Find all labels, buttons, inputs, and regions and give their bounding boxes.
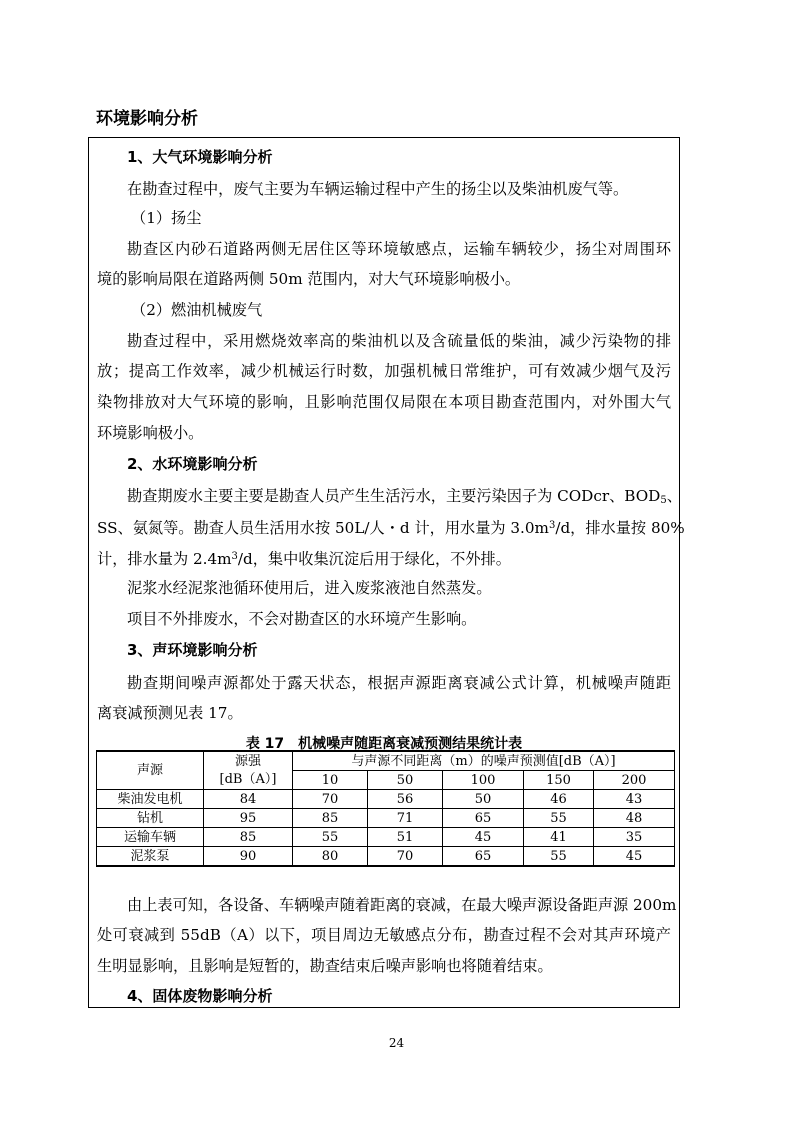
table-row [97,847,675,867]
row-source-name: 泥浆泵 [97,847,204,867]
fuel-subheading: （2）燃油机械废气 [131,301,263,319]
row-value: 43 [594,790,675,809]
row-value: 80 [293,847,368,867]
row-value: 46 [524,790,594,809]
header-distance-150: 150 [524,771,594,790]
row-value: 45 [443,828,524,847]
air-section-heading: 1、大气环境影响分析 [127,148,273,166]
row-value: 56 [368,790,443,809]
dust-paragraph-line-1: 勘查区内砂石道路两侧无居住区等环境敏感点，运输车辆较少，扬尘对周围环 [127,240,671,258]
water-section-heading: 2、水环境影响分析 [127,455,258,473]
table-row [97,828,675,847]
dust-subheading: （1）扬尘 [131,209,202,227]
content-frame [88,137,685,1008]
water-paragraph-line-5: 项目不外排废水，不会对勘查区的水环境产生影响。 [127,610,477,628]
solid-waste-section-heading: 4、固体废物影响分析 [127,987,273,1005]
water-paragraph-line-2: SS、氨氮等。勘查人员生活用水按 50L/人・d 计，用水量为 $3.0m^3/d$，排水量按 80% [97,519,685,537]
conclusion-line-2: 处可衰减到 55dB（A）以下，项目周边无敏感点分布，勘查过程不会对其声环境产 [97,926,671,944]
page-number: 24 [388,1036,405,1050]
row-source-name: 钻机 [97,809,204,828]
row-value: 70 [293,790,368,809]
noise-attenuation-table [96,750,675,867]
row-value: 41 [524,828,594,847]
row-value: 65 [443,809,524,828]
noise-section-heading: 3、声环境影响分析 [127,641,258,659]
fuel-paragraph-line-3: 染物排放对大气环境的影响，且影响范围仅局限在本项目勘查范围内，对外围大气 [97,393,671,411]
table-row [97,809,675,828]
air-intro-paragraph: 在勘查过程中，废气主要为车辆运输过程中产生的扬尘以及柴油机废气等。 [127,180,629,198]
table-caption: 表 17 机械噪声随距离衰减预测结果统计表 [245,736,523,752]
row-value: 71 [368,809,443,828]
header-intensity-line-1: 源强 [204,751,293,771]
row-source-name: 柴油发电机 [97,790,204,809]
fuel-paragraph-line-2: 放；提高工作效率，减少机械运行时数，加强机械日常维护，可有效减少烟气及污 [97,362,671,380]
header-distance-50: 50 [368,771,443,790]
header-distance-200: 200 [594,771,675,790]
water-paragraph-line-1: 勘查期废水主要主要是勘查人员产生生活污水，主要污染因子为 CODcr、$BOD_5$、 [127,487,682,506]
conclusion-line-1: 由上表可知，各设备、车辆噪声随着距离的衰减，在最大噪声源设备距声源 200m [127,896,677,914]
page-heading: 环境影响分析 [96,109,198,129]
row-value: 51 [368,828,443,847]
header-distance-10: 10 [293,771,368,790]
conclusion-line-3: 生明显影响，且影响是短暂的，勘查结束后噪声影响也将随着结束。 [97,957,553,975]
row-value: 50 [443,790,524,809]
row-value: 35 [594,828,675,847]
row-intensity: 90 [204,847,293,867]
table-row [97,790,675,809]
fuel-paragraph-line-4: 环境影响极小。 [97,424,204,442]
water-paragraph-line-4: 泥浆水经泥浆池循环使用后，进入废浆液池自然蒸发。 [127,579,492,597]
dust-paragraph-line-2: 境的影响局限在道路两侧 50m 范围内，对大气环境影响极小。 [97,270,521,288]
row-value: 45 [594,847,675,867]
header-distance-100: 100 [443,771,524,790]
fuel-paragraph-line-1: 勘查过程中，采用燃烧效率高的柴油机以及含硫量低的柴油，减少污染物的排 [127,332,671,350]
noise-paragraph-line-1: 勘查期间噪声源都处于露天状态，根据声源距离衰减公式计算，机械噪声随距 [127,674,671,692]
row-intensity: 95 [204,809,293,828]
row-value: 55 [524,809,594,828]
row-value: 55 [293,828,368,847]
row-value: 48 [594,809,675,828]
header-intensity-line-2: [dB（A）] [204,771,293,790]
header-source: 声源 [97,751,204,790]
row-intensity: 84 [204,790,293,809]
row-source-name: 运输车辆 [97,828,204,847]
row-intensity: 85 [204,828,293,847]
header-distance-group: 与声源不同距离（m）的噪声预测值[dB（A）] [293,751,675,771]
row-value: 85 [293,809,368,828]
noise-paragraph-line-2: 离衰减预测见表 17。 [97,704,243,722]
row-value: 55 [524,847,594,867]
water-paragraph-line-3: 计，排水量为 $2.4m^3/d$，集中收集沉淀后用于绿化，不外排。 [97,550,511,568]
row-value: 65 [443,847,524,867]
row-value: 70 [368,847,443,867]
